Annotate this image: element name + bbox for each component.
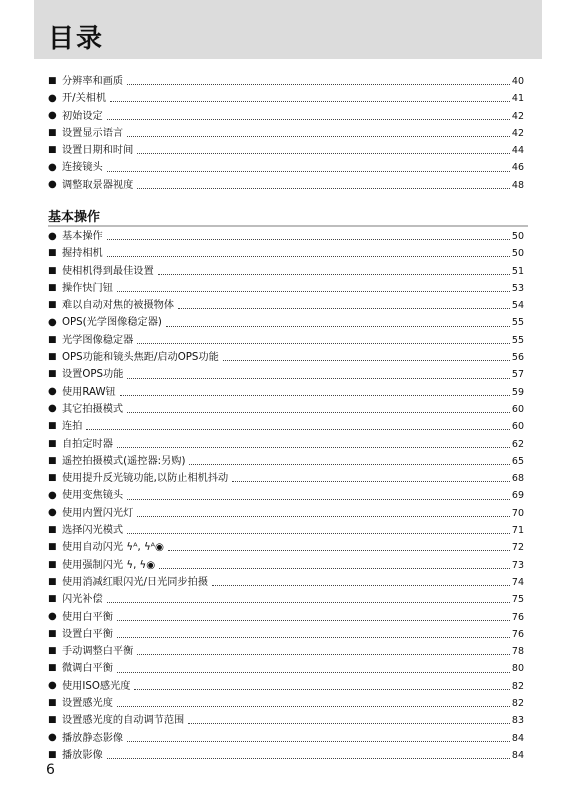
toc-entry-label: OPS功能和镜头焦距/启动OPS功能 xyxy=(62,352,219,364)
square-bullet-icon xyxy=(48,125,58,142)
toc-entry[interactable] xyxy=(48,626,524,643)
circle-bullet-icon xyxy=(48,228,58,246)
toc-entry[interactable] xyxy=(48,660,524,677)
toc-entry-label: OPS(光学图像稳定器) xyxy=(62,317,162,329)
square-bullet-icon xyxy=(48,591,58,608)
toc-entry-page-number: 75 xyxy=(511,594,524,606)
dot-leader xyxy=(110,101,510,102)
toc-entry[interactable] xyxy=(48,263,524,280)
title-bar xyxy=(34,0,542,59)
toc-entry-page-number: 80 xyxy=(511,663,524,675)
toc-entry-label: 分辨率和画质 xyxy=(62,76,124,87)
toc-entry-label: 使相机得到最佳设置 xyxy=(62,265,154,277)
square-bullet-icon xyxy=(48,522,58,539)
square-bullet-icon xyxy=(48,280,58,297)
section-divider xyxy=(48,225,528,227)
square-bullet-icon xyxy=(48,470,58,487)
toc-entry-label: 握持相机 xyxy=(62,248,103,260)
toc-entry-page-number: 50 xyxy=(511,231,524,242)
dot-leader xyxy=(158,274,510,275)
dot-leader xyxy=(166,326,510,327)
toc-entry[interactable] xyxy=(48,90,524,107)
dot-leader xyxy=(127,412,510,413)
toc-entry[interactable] xyxy=(48,557,524,574)
toc-entry-label: 难以自动对焦的被摄物体 xyxy=(62,300,175,312)
toc-entry-page-number: 83 xyxy=(511,715,524,727)
square-bullet-icon xyxy=(48,626,58,643)
toc-entry[interactable] xyxy=(48,695,524,712)
toc-entry-label: 播放影像 xyxy=(62,749,103,761)
toc-entry-label: 基本操作 xyxy=(62,231,103,242)
toc-entry-label: 其它拍摄模式 xyxy=(62,403,124,415)
toc-entry[interactable] xyxy=(48,712,524,729)
toc-entry-page-number: 57 xyxy=(511,369,524,381)
toc-entry-label: 光学图像稳定器 xyxy=(62,334,134,346)
toc-entry-page-number: 78 xyxy=(511,646,524,658)
toc-entry[interactable] xyxy=(48,177,524,194)
toc-entry[interactable] xyxy=(48,730,524,747)
toc-entry[interactable] xyxy=(48,245,524,262)
toc-entry-label: 播放静态影像 xyxy=(62,732,124,744)
toc-entry-page-number: 70 xyxy=(511,507,524,519)
toc-entry[interactable] xyxy=(48,159,524,176)
toc-entry-page-number: 42 xyxy=(511,127,524,139)
toc-entry[interactable] xyxy=(48,332,524,349)
square-bullet-icon xyxy=(48,436,58,453)
toc-entry-page-number: 48 xyxy=(511,179,524,191)
square-bullet-icon xyxy=(48,660,58,677)
toc-entry-label: 设置OPS功能 xyxy=(62,369,124,381)
toc-entry[interactable] xyxy=(48,487,524,504)
square-bullet-icon xyxy=(48,539,58,556)
square-bullet-icon xyxy=(48,695,58,712)
toc-entry[interactable] xyxy=(48,228,524,245)
toc-entry-page-number: 82 xyxy=(511,680,524,692)
dot-leader xyxy=(223,360,510,361)
toc-entry[interactable] xyxy=(48,522,524,539)
toc-entry-label: 使用提升反光镜功能,以防止相机抖动 xyxy=(62,473,229,485)
dot-leader xyxy=(107,602,510,603)
dot-leader xyxy=(189,464,509,465)
circle-bullet-icon xyxy=(48,677,58,695)
toc-entry-label: 微调白平衡 xyxy=(62,663,113,675)
dot-leader xyxy=(134,689,509,690)
toc-entry-page-number: 84 xyxy=(511,749,524,761)
toc-entry-page-number: 42 xyxy=(511,110,524,122)
circle-bullet-icon xyxy=(48,159,58,177)
toc-entry-page-number: 55 xyxy=(511,334,524,346)
toc-entry-label: 设置感光度 xyxy=(62,698,113,710)
toc-entry[interactable] xyxy=(48,401,524,418)
toc-entry-label: 遥控拍摄模式(遥控器:另购) xyxy=(62,455,186,467)
circle-bullet-icon xyxy=(48,107,58,125)
toc-entry[interactable] xyxy=(48,539,524,556)
toc-entry[interactable] xyxy=(48,314,524,331)
toc-entry[interactable] xyxy=(48,591,524,608)
circle-bullet-icon xyxy=(48,176,58,194)
dot-leader xyxy=(137,654,510,655)
toc-entry-label: 设置白平衡 xyxy=(62,628,113,640)
toc-entry-label: 使用消减红眼闪光/日光同步拍摄 xyxy=(62,576,209,588)
toc-entry-page-number: 76 xyxy=(511,628,524,640)
toc-entry-label: 使用白平衡 xyxy=(62,611,113,623)
toc-entry-page-number: 74 xyxy=(511,576,524,588)
dot-leader xyxy=(137,188,510,189)
square-bullet-icon xyxy=(48,349,58,366)
toc-entry-label: 操作快门钮 xyxy=(62,282,113,294)
toc-entry-label: 手动调整白平衡 xyxy=(62,646,134,658)
toc-entry[interactable] xyxy=(48,280,524,297)
toc-entry-label: 使用自动闪光 ϟᴬ, ϟᴬ◉ xyxy=(62,542,164,554)
toc-entry-page-number: 41 xyxy=(511,93,524,105)
circle-bullet-icon xyxy=(48,90,58,108)
dot-leader xyxy=(137,153,510,154)
page-number: 6 xyxy=(46,762,55,778)
toc-entry-page-number: 69 xyxy=(511,490,524,502)
toc-entry-label: 设置感光度的自动调节范围 xyxy=(62,715,185,727)
dot-leader xyxy=(127,533,510,534)
dot-leader xyxy=(117,706,510,707)
dot-leader xyxy=(127,499,510,500)
circle-bullet-icon xyxy=(48,729,58,747)
square-bullet-icon xyxy=(48,245,58,262)
dot-leader xyxy=(107,171,510,172)
square-bullet-icon xyxy=(48,712,58,729)
toc-list-general xyxy=(48,73,524,194)
dot-leader xyxy=(120,395,510,396)
square-bullet-icon xyxy=(48,453,58,470)
circle-bullet-icon xyxy=(48,400,58,418)
dot-leader xyxy=(159,568,510,569)
dot-leader xyxy=(232,481,510,482)
square-bullet-icon xyxy=(48,73,58,90)
dot-leader xyxy=(188,723,510,724)
dot-leader xyxy=(107,119,510,120)
toc-entry[interactable] xyxy=(48,609,524,626)
toc-entry-page-number: 84 xyxy=(511,732,524,744)
toc-entry-label: 初始设定 xyxy=(62,110,103,122)
toc-entry-label: 使用内置闪光灯 xyxy=(62,507,134,519)
dot-leader xyxy=(127,84,510,85)
square-bullet-icon xyxy=(48,263,58,280)
toc-entry-page-number: 71 xyxy=(511,525,524,537)
toc-entry-page-number: 56 xyxy=(511,352,524,364)
toc-entry-label: 设置显示语言 xyxy=(62,127,124,139)
toc-entry-label: 连拍 xyxy=(62,421,83,433)
toc-entry[interactable] xyxy=(48,574,524,591)
toc-entry-label: 连接镜头 xyxy=(62,162,103,174)
section-heading: 基本操作 xyxy=(48,210,101,225)
toc-entry-page-number: 55 xyxy=(511,317,524,329)
toc-list-basic-operations xyxy=(48,228,524,764)
toc-entry-page-number: 82 xyxy=(511,698,524,710)
toc-entry[interactable] xyxy=(48,505,524,522)
toc-entry-label: 设置日期和时间 xyxy=(62,145,134,157)
square-bullet-icon xyxy=(48,418,58,435)
dot-leader xyxy=(127,136,510,137)
dot-leader xyxy=(127,378,510,379)
toc-entry-page-number: 44 xyxy=(511,145,524,157)
circle-bullet-icon xyxy=(48,504,58,522)
dot-leader xyxy=(178,308,510,309)
dot-leader xyxy=(117,291,510,292)
toc-entry[interactable] xyxy=(48,453,524,470)
toc-entry-page-number: 65 xyxy=(511,455,524,467)
dot-leader xyxy=(212,585,510,586)
toc-entry[interactable] xyxy=(48,297,524,314)
toc-entry[interactable] xyxy=(48,125,524,142)
toc-entry-label: 调整取景器视度 xyxy=(62,179,134,191)
toc-entry-page-number: 73 xyxy=(511,559,524,571)
dot-leader xyxy=(127,741,510,742)
square-bullet-icon xyxy=(48,297,58,314)
toc-entry[interactable] xyxy=(48,366,524,383)
toc-entry[interactable] xyxy=(48,108,524,125)
square-bullet-icon xyxy=(48,366,58,383)
toc-entry-page-number: 76 xyxy=(511,611,524,623)
toc-entry-label: 开/关相机 xyxy=(62,93,107,105)
dot-leader xyxy=(117,637,510,638)
toc-entry[interactable] xyxy=(48,142,524,159)
square-bullet-icon xyxy=(48,643,58,660)
toc-entry-page-number: 59 xyxy=(511,386,524,398)
toc-entry[interactable] xyxy=(48,678,524,695)
toc-entry-label: 自拍定时器 xyxy=(62,438,113,450)
square-bullet-icon xyxy=(48,574,58,591)
toc-entry-page-number: 54 xyxy=(511,300,524,312)
toc-entry[interactable] xyxy=(48,747,524,764)
toc-entry[interactable] xyxy=(48,418,524,435)
toc-entry-page-number: 46 xyxy=(511,162,524,174)
toc-entry[interactable] xyxy=(48,73,524,90)
toc-entry-page-number: 60 xyxy=(511,403,524,415)
circle-bullet-icon xyxy=(48,487,58,505)
toc-entry-page-number: 62 xyxy=(511,438,524,450)
toc-entry[interactable] xyxy=(48,384,524,401)
toc-entry-page-number: 51 xyxy=(511,265,524,277)
dot-leader xyxy=(107,256,510,257)
toc-entry-page-number: 60 xyxy=(511,421,524,433)
toc-entry-label: 使用RAW钮 xyxy=(62,386,116,398)
toc-entry-page-number: 50 xyxy=(511,248,524,260)
square-bullet-icon xyxy=(48,142,58,159)
toc-entry-page-number: 72 xyxy=(511,542,524,554)
toc-entry-page-number: 53 xyxy=(511,282,524,294)
dot-leader xyxy=(117,447,510,448)
dot-leader xyxy=(117,672,510,673)
toc-entry[interactable] xyxy=(48,470,524,487)
toc-entry-label: 选择闪光模式 xyxy=(62,525,124,537)
toc-entry[interactable] xyxy=(48,349,524,366)
toc-entry-page-number: 68 xyxy=(511,473,524,485)
toc-entry-page-number: 40 xyxy=(511,76,524,87)
circle-bullet-icon xyxy=(48,383,58,401)
circle-bullet-icon xyxy=(48,608,58,626)
dot-leader xyxy=(117,620,510,621)
page-title: 目录 xyxy=(48,24,105,54)
square-bullet-icon xyxy=(48,332,58,349)
dot-leader xyxy=(107,758,510,759)
toc-entry-label: 使用变焦镜头 xyxy=(62,490,124,502)
dot-leader xyxy=(137,343,510,344)
dot-leader xyxy=(168,550,510,551)
square-bullet-icon xyxy=(48,557,58,574)
dot-leader xyxy=(137,516,510,517)
toc-entry-label: 使用ISO感光度 xyxy=(62,680,131,692)
circle-bullet-icon xyxy=(48,314,58,332)
toc-entry[interactable] xyxy=(48,436,524,453)
dot-leader xyxy=(86,429,510,430)
toc-entry[interactable] xyxy=(48,643,524,660)
toc-entry-label: 闪光补偿 xyxy=(62,594,103,606)
toc-entry-label: 使用强制闪光 ϟ, ϟ◉ xyxy=(62,559,156,571)
dot-leader xyxy=(107,239,510,240)
